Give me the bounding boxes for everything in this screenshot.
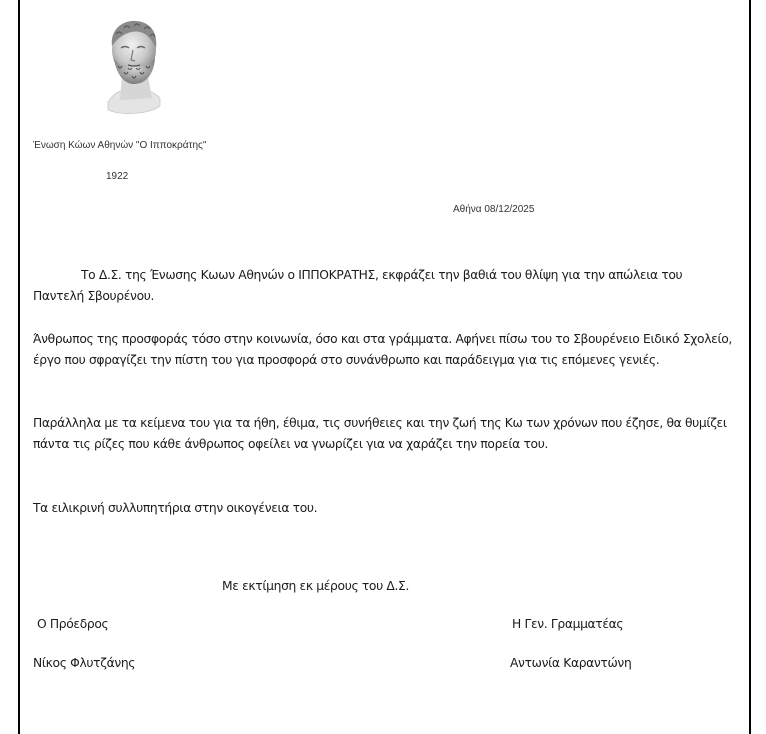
president-name: Νίκος Φλυτζάνης <box>33 656 136 670</box>
president-title: Ο Πρόεδρος <box>37 617 109 631</box>
closing-line: Με εκτίμηση εκ μέρους του Δ.Σ. <box>222 579 410 593</box>
letter-page <box>18 0 751 734</box>
secretary-name: Αντωνία Καραντώνη <box>510 656 632 670</box>
secretary-title: Η Γεν. Γραμματέας <box>512 617 624 631</box>
date-line: Αθήνα 08/12/2025 <box>453 204 535 215</box>
hippocrates-bust-image <box>94 14 172 116</box>
paragraph-contribution: Άνθρωπος της προσφοράς τόσο στην κοινωνία, όσο και στα γράμματα. Αφήνει πίσω του το Σβουρένειο Ειδικό Σχολείο, έργο που σφραγίζει την πίστη του για προσφορά στο συνάνθρωπο και παράδειγμα για τις επόμενες γενιές. <box>33 332 732 367</box>
founding-year: 1922 <box>106 171 129 182</box>
paragraph-sympathies: Τα ειλικρινή συλλυπητήρια στην οικογένεια του. <box>33 501 318 515</box>
paragraph-legacy: Παράλληλα με τα κείμενα του για τα ήθη, έθιμα, τις συνήθειες και την ζωή της Κω των χρόνων που έζησε, θα θυμίζει πάντα τις ρίζες που κάθε άνθρωπος οφείλει να γνωρίζει για να χαράζει την πορεία του. <box>33 416 727 451</box>
paragraph-condolence-statement: Το Δ.Σ. της Ένωσης Κωων Αθηνών ο ΙΠΠΟΚΡΑΤΗΣ, εκφράζει την βαθιά του θλίψη για την απώλεια του Παντελή Σβουρένου. <box>33 268 683 303</box>
organization-name: Ένωση Κώων Αθηνών "Ο Ιπποκράτης" <box>33 140 207 151</box>
